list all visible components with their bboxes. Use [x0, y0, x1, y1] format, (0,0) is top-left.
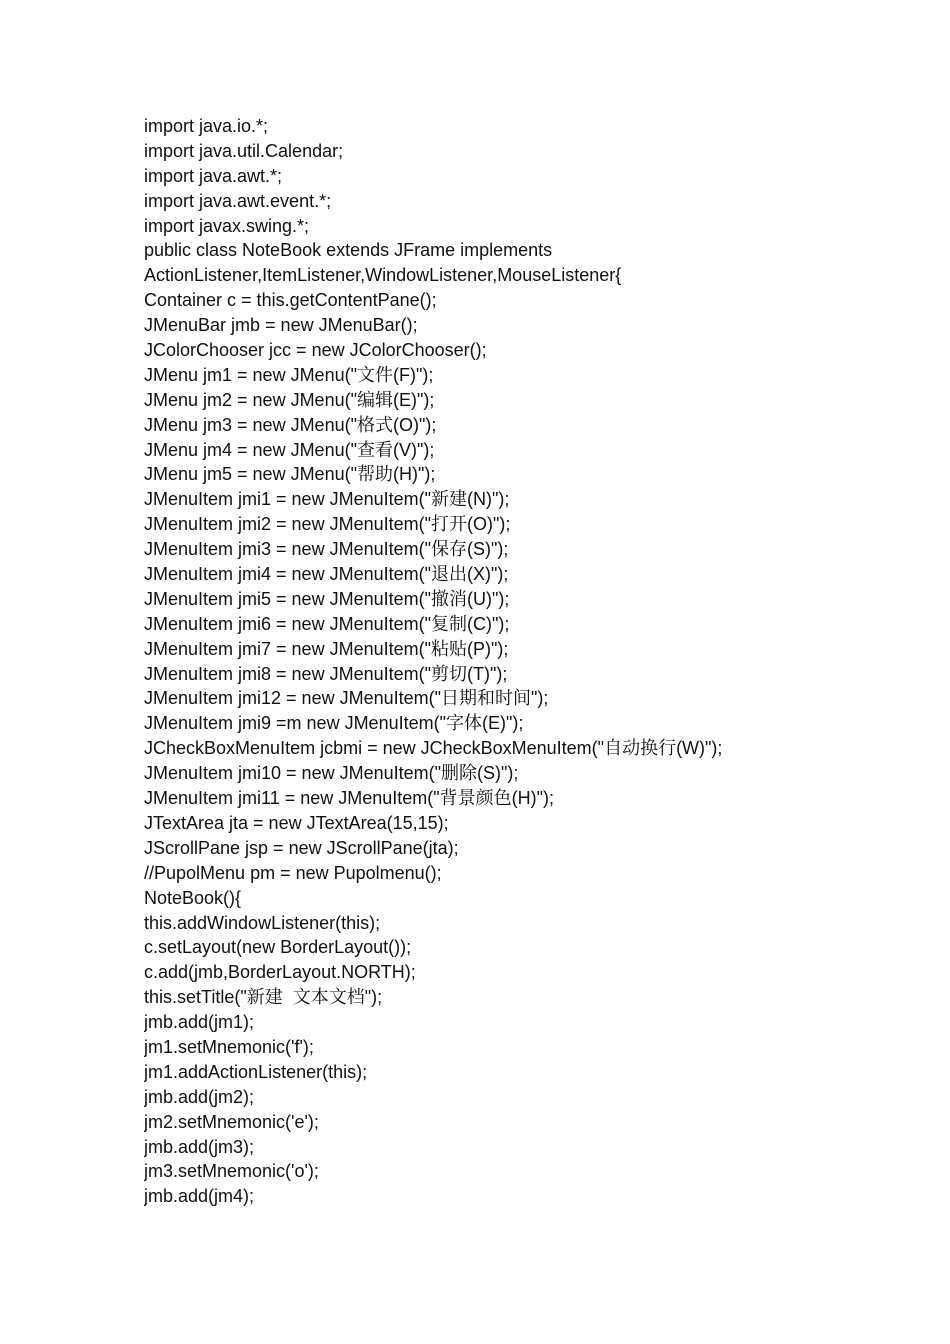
code-line: Container c = this.getContentPane();: [144, 290, 437, 311]
code-line: this.setTitle("新建 文本文档");: [144, 987, 383, 1008]
code-line: this.addWindowListener(this);: [144, 912, 381, 933]
code-line: JMenuItem jmi4 = new JMenuItem("退出(X)");: [144, 564, 509, 585]
code-line: JMenuItem jmi1 = new JMenuItem("新建(N)");: [144, 489, 510, 510]
code-line: jm1.setMnemonic('f');: [144, 1036, 314, 1057]
code-line: jm2.setMnemonic('e');: [144, 1111, 319, 1132]
code-line: JTextArea jta = new JTextArea(15,15);: [144, 812, 449, 833]
code-line: c.add(jmb,BorderLayout.NORTH);: [144, 962, 416, 983]
code-line: jmb.add(jm2);: [144, 1086, 255, 1107]
code-line: JMenu jm1 = new JMenu("文件(F)");: [144, 364, 434, 385]
code-line: JCheckBoxMenuItem jcbmi = new JCheckBoxMenuItem("自动换行(W)");: [144, 738, 723, 759]
code-line: JMenu jm5 = new JMenu("帮助(H)");: [144, 464, 436, 485]
code-line: public class NoteBook extends JFrame implements: [144, 240, 553, 261]
code-line: import java.io.*;: [144, 116, 269, 136]
code-line: import java.util.Calendar;: [144, 140, 344, 161]
code-line: import javax.swing.*;: [144, 215, 310, 236]
code-line: ActionListener,ItemListener,WindowListener,MouseListener{: [144, 265, 622, 286]
code-line: JMenuItem jmi8 = new JMenuItem("剪切(T)");: [144, 663, 508, 684]
code-line: JMenu jm4 = new JMenu("查看(V)");: [144, 439, 435, 460]
code-line: jm3.setMnemonic('o');: [144, 1161, 319, 1182]
code-line: JScrollPane jsp = new JScrollPane(jta);: [144, 837, 459, 858]
code-line: JMenuItem jmi9 =m new JMenuItem("字体(E)");: [144, 713, 524, 734]
code-line: JMenuItem jmi5 = new JMenuItem("撤消(U)");: [144, 588, 510, 609]
code-line: JMenuBar jmb = new JMenuBar();: [144, 315, 418, 336]
code-line: jmb.add(jm1);: [144, 1012, 255, 1033]
code-line: JMenuItem jmi10 = new JMenuItem("删除(S)");: [144, 763, 519, 784]
code-line: JMenu jm3 = new JMenu("格式(O)");: [144, 414, 437, 435]
code-line: import java.awt.*;: [144, 165, 283, 186]
code-line: JMenuItem jmi2 = new JMenuItem("打开(O)");: [144, 514, 511, 535]
code-line: JColorChooser jcc = new JColorChooser();: [144, 340, 487, 361]
code-line: NoteBook(){: [144, 887, 242, 908]
code-line: import java.awt.event.*;: [144, 190, 332, 211]
code-line: JMenuItem jmi6 = new JMenuItem("复制(C)");: [144, 613, 510, 634]
code-line: JMenuItem jmi11 = new JMenuItem("背景颜色(H)");: [144, 788, 555, 809]
code-line: jmb.add(jm3);: [144, 1136, 255, 1157]
code-line: jmb.add(jm4);: [144, 1186, 255, 1207]
code-line: JMenuItem jmi3 = new JMenuItem("保存(S)");: [144, 539, 509, 560]
code-line: JMenuItem jmi7 = new JMenuItem("粘贴(P)");: [144, 638, 509, 659]
code-line: JMenu jm2 = new JMenu("编辑(E)");: [144, 389, 435, 410]
code-line: c.setLayout(new BorderLayout());: [144, 937, 412, 958]
code-listing: [144, 114, 924, 1209]
code-line: JMenuItem jmi12 = new JMenuItem("日期和时间");: [144, 688, 549, 709]
code-line: jm1.addActionListener(this);: [144, 1061, 368, 1082]
code-line: //PupolMenu pm = new Pupolmenu();: [144, 862, 442, 883]
